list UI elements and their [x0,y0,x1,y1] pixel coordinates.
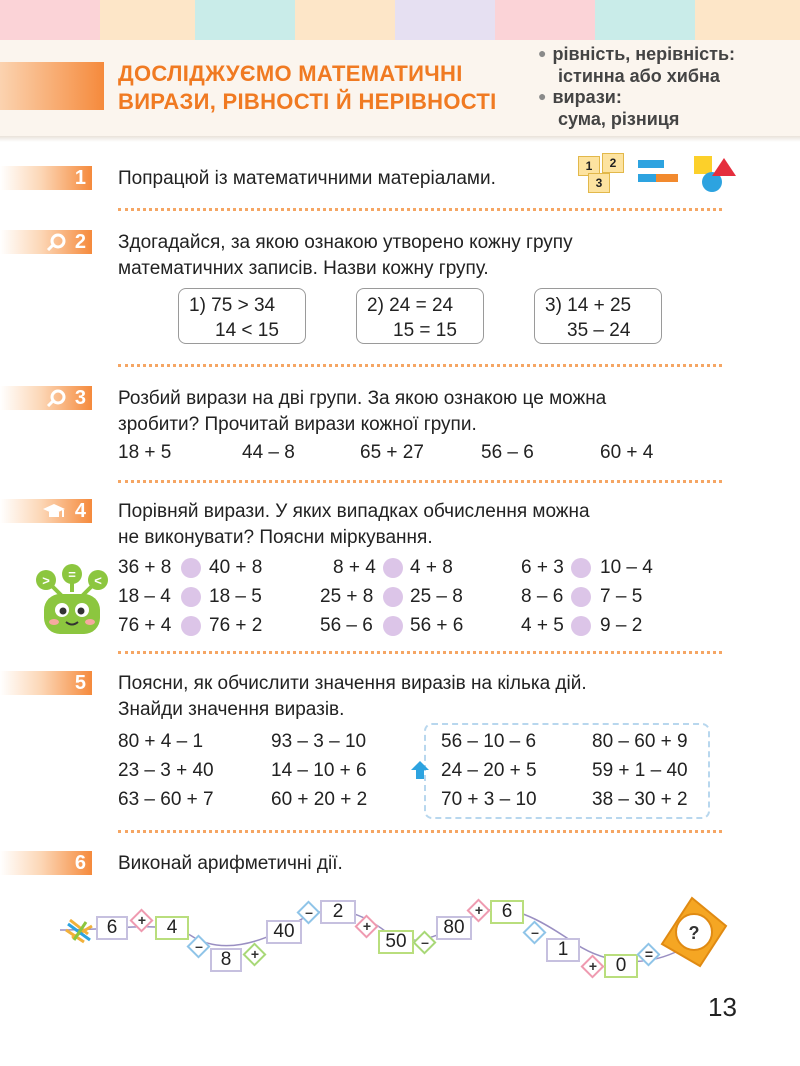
expression: 10 – 4 [600,557,653,578]
task-2-tag: 2 [0,230,92,254]
mascot-icon [30,562,114,638]
group-box-3: 3) 14 + 25 35 – 24 [534,288,662,344]
bars-icon [638,160,680,188]
up-arrow-icon [410,760,430,780]
chain-number: 6 [96,916,128,940]
divider [118,364,722,367]
expression: 56 – 6 [481,442,534,463]
operator: – [305,904,313,920]
shapes-icon [692,154,738,194]
compare-circle[interactable] [383,558,403,578]
header-stripe [695,0,800,40]
expression: 63 – 60 + 7 [118,789,214,810]
page-title [118,60,497,116]
expression: 24 – 20 + 5 [441,760,537,781]
kite-icon [656,896,728,968]
expression: 8 + 4 [333,557,376,578]
group-box-1: 1) 75 > 34 14 < 15 [178,288,306,344]
header-stripe [100,0,195,40]
group-box-2: 2) 24 = 24 15 = 15 [356,288,484,344]
chain-number: 4 [155,916,189,940]
svg-text:>: > [42,573,50,588]
compare-circle[interactable] [383,587,403,607]
expression: 38 – 30 + 2 [592,789,688,810]
operator: + [362,918,372,934]
expression: 7 – 5 [600,586,643,607]
expression: 80 – 60 + 9 [592,731,688,752]
expression: 18 + 5 [118,442,172,463]
header-stripe [0,0,100,40]
bullet-icon: ● [538,45,547,61]
operator: – [531,924,539,940]
expression: 56 – 6 [320,615,373,636]
expression: 4 + 8 [410,557,453,578]
task-5-tag: 5 [0,671,92,695]
expression: 60 + 4 [600,442,654,463]
task-2-text: Здогадайся, за якою ознакою утворено кожну групу математичних записів. Назви кожну групу. [118,232,573,279]
chain-number: 8 [210,948,242,972]
expression: 40 + 8 [209,557,263,578]
operator: + [474,902,484,918]
header-shadow [0,136,800,142]
operator: + [588,958,598,974]
expression: 76 + 2 [209,615,263,636]
operator: = [644,946,654,962]
number-cards-icon: 1 2 3 [578,153,628,193]
task-3-text: Розбий вирази на дві групи. За якою ознакою це можна зробити? Прочитай вирази кожної групи. [118,388,607,435]
expression: 44 – 8 [242,442,295,463]
expression: 9 – 2 [600,615,643,636]
expression: 8 – 6 [521,586,564,607]
compare-circle[interactable] [571,587,591,607]
compare-circle[interactable] [181,616,201,636]
divider [118,651,722,654]
operator: + [250,946,260,962]
topic-1: ● рівність, нерівність: істинна або хибна [538,44,735,86]
expression: 93 – 3 – 10 [271,731,367,752]
svg-text:<: < [94,573,102,588]
expression: 76 + 4 [118,615,172,636]
header-stripe [195,0,295,40]
page-number: 13 [708,992,737,1022]
chain-number: 6 [490,900,524,924]
compare-circle[interactable] [181,558,201,578]
header-stripe [595,0,695,40]
chain-number: 40 [266,920,302,944]
compare-circle[interactable] [383,616,403,636]
operator: – [421,934,429,950]
header-accent-bar [0,62,104,110]
expression: 18 – 5 [209,586,262,607]
expression: 36 + 8 [118,557,172,578]
compare-circle[interactable] [571,558,591,578]
expression: 25 + 8 [320,586,374,607]
task-6-tag: 6 [0,851,92,875]
bullet-icon: ● [538,88,547,104]
operator: + [137,912,147,928]
expression: 14 – 10 + 6 [271,760,367,781]
task-1-tag: 1 [0,166,92,190]
header-stripe [495,0,595,40]
task-4-tag: 4 [0,499,92,523]
chain-number: 0 [604,954,638,978]
expression: 65 + 27 [360,442,424,463]
divider [118,208,722,211]
chain-number: 80 [436,916,472,940]
compare-circle[interactable] [571,616,591,636]
topic-list [538,44,735,130]
expression: 23 – 3 + 40 [118,760,214,781]
chain-number: 50 [378,930,414,954]
graduation-cap-icon [42,502,66,520]
task-5-text: Поясни, як обчислити значення виразів на кілька дій. Знайди значення виразів. [118,673,587,720]
topic-2: ● вирази: сума, різниця [538,87,680,129]
divider [118,480,722,483]
compare-circle[interactable] [181,587,201,607]
magnifier-icon [46,233,66,251]
svg-text:?: ? [688,923,700,943]
title-line-2: ВИРАЗИ, РІВНОСТІ Й НЕРІВНОСТІ [118,89,497,114]
expression: 60 + 20 + 2 [271,789,368,810]
task-1-text: Попрацюй із математичними матеріалами. [118,168,496,189]
expression: 6 + 3 [521,557,564,578]
expression: 59 + 1 – 40 [592,760,688,781]
expression: 80 + 4 – 1 [118,731,204,752]
task-4-text: Порівняй вирази. У яких випадках обчислення можна не виконувати? Поясни міркування. [118,501,590,548]
expression: 56 – 10 – 6 [441,731,537,752]
svg-text:=: = [68,567,76,582]
expression: 18 – 4 [118,586,171,607]
divider [118,830,722,833]
expression: 4 + 5 [521,615,564,636]
expression: 70 + 3 – 10 [441,789,537,810]
task-3-tag: 3 [0,386,92,410]
header-stripe [395,0,495,40]
chain-number: 2 [320,900,356,924]
header-stripe [295,0,395,40]
title-line-1: ДОСЛІДЖУЄМО МАТЕМАТИЧНІ [118,61,463,86]
chain-number: 1 [546,938,580,962]
expression: 25 – 8 [410,586,463,607]
operator: – [195,938,203,954]
magnifier-icon [46,389,66,407]
expression: 56 + 6 [410,615,464,636]
task-6-text: Виконай арифметичні дії. [118,853,343,874]
